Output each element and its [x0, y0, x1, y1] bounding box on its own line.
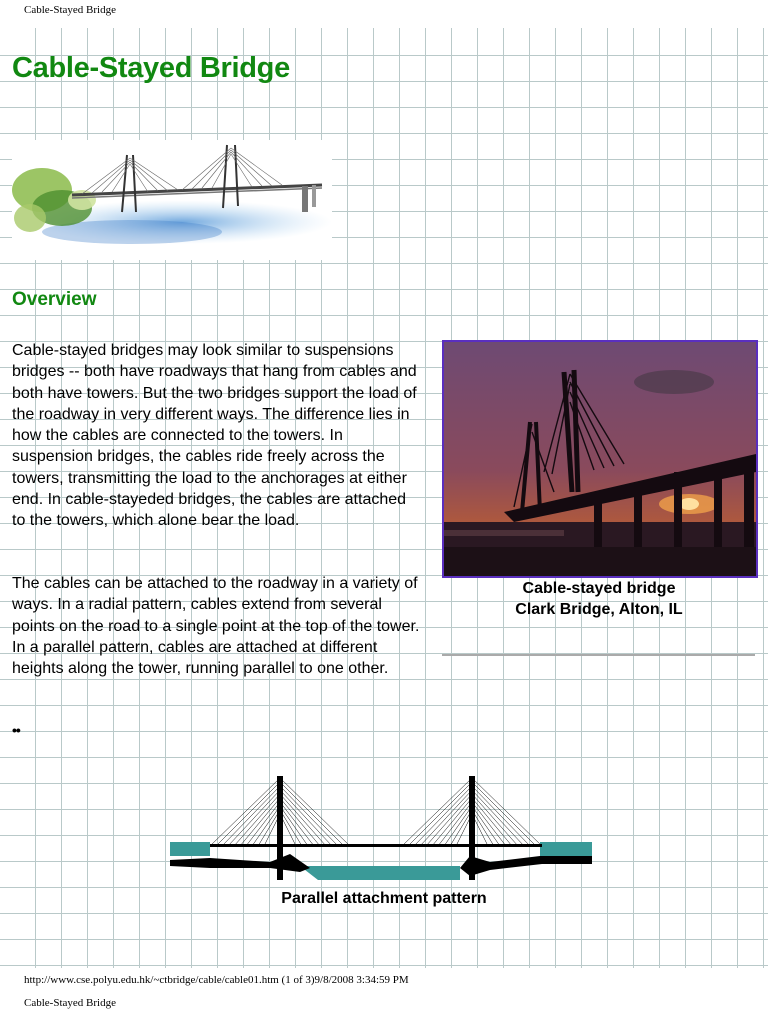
- sunset-bridge-image: [444, 342, 756, 576]
- bridge-illustration: [12, 140, 332, 260]
- print-footer-title: Cable-Stayed Bridge: [24, 997, 116, 1009]
- photo-caption-line-1: Cable-stayed bridge: [522, 580, 676, 597]
- overview-paragraph-1: Cable-stayed bridges may look similar to suspensions bridges -- both have roadways that hang from cables and both have towers. But the two bridges support the load of the roadway in very different ways. The difference lies in how the cables are connected to the towers. In suspension bridges, the cables ride freely across the towers, transmitting the load to the anchorages at either end. In cable-stayeded bridges, the cables are attached to the towers, which alone bear the load.: [12, 342, 417, 530]
- horizontal-rule: [442, 654, 755, 656]
- page-title: Cable-Stayed Bridge: [12, 52, 290, 84]
- photo-caption-line-2: Clark Bridge, Alton, IL: [515, 601, 683, 618]
- overview-paragraph-2: The cables can be attached to the roadway in a variety of ways. In a radial pattern, cables extend from several points on the road to a single point at the top of the tower. In a parallel pattern, cables are attached at different heights along the tower, running parallel to one other.: [12, 575, 420, 678]
- parallel-attachment-diagram: [170, 772, 598, 884]
- print-footer-url: http://www.cse.polyu.edu.hk/~ctbridge/cable/cable01.htm (1 of 3)9/8/2008 3:34:59 PM: [24, 974, 409, 986]
- diagram-caption: Parallel attachment pattern: [281, 890, 487, 907]
- photo-caption: [442, 578, 756, 620]
- bullet-marks: ••: [12, 722, 20, 738]
- overview-heading: Overview: [12, 289, 97, 310]
- print-header-title: Cable-Stayed Bridge: [24, 4, 116, 16]
- clark-bridge-photo: [442, 340, 758, 578]
